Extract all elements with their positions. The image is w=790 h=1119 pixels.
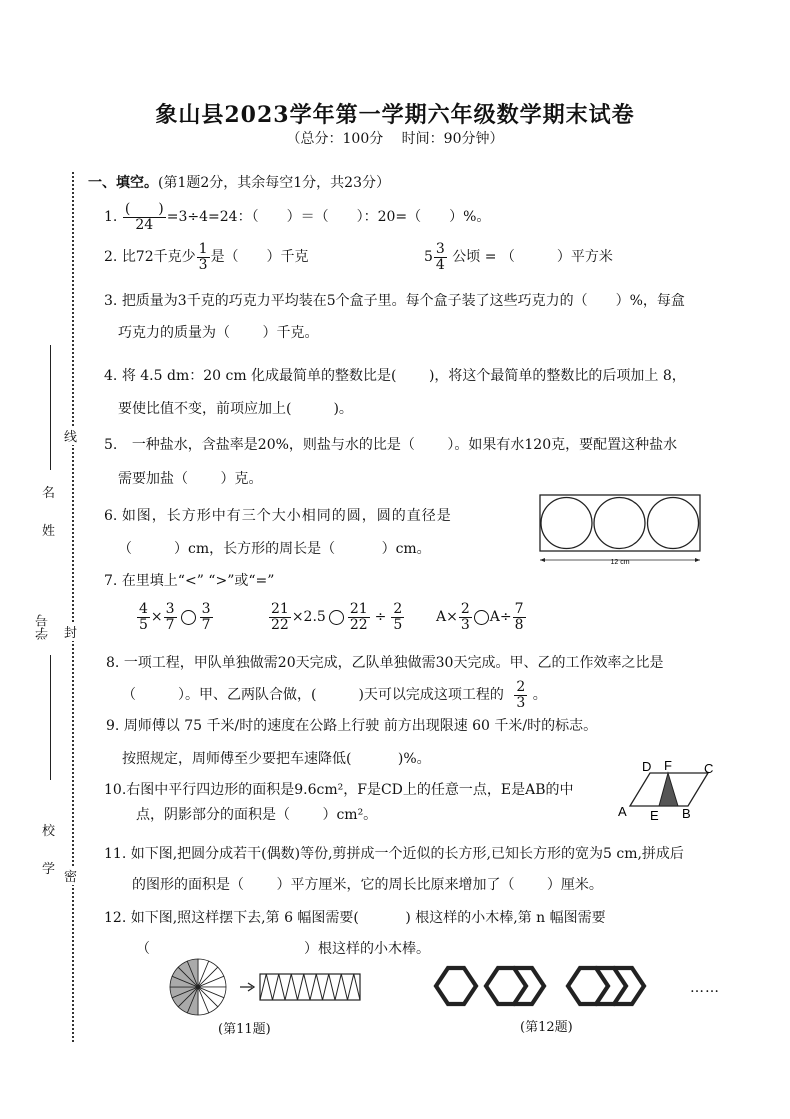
q4-number: 4.	[104, 368, 118, 384]
parallelogram-figure	[612, 756, 724, 822]
binding-label-xian: 线	[64, 426, 77, 445]
question-9: 9. 周师傅以 75 千米/时的速度在公路上行驶 前方出现限速 60 千米/时的标志。	[106, 718, 598, 734]
rectangle-teeth	[260, 974, 360, 1000]
label-F: F	[664, 758, 672, 773]
question-10: 10.右图中平行四边形的面积是9.6cm²，F是CD上的任意一点，E是AB的中	[104, 782, 574, 798]
q9-line-2: 按照规定，周师傅至少要把车速降低( )%。	[122, 751, 431, 767]
approx-rectangle	[260, 974, 360, 1000]
question-5: 5. 一种盐水，含盐率是20%，则盐与水的比是（ ）。如果有水120克，要配置这种盐水	[104, 437, 678, 453]
pattern-3	[568, 968, 644, 1004]
q7-number: 7.	[104, 573, 118, 589]
compare-circle[interactable]	[181, 610, 196, 625]
exam-subtitle: （总分：100分 时间：90分钟）	[286, 131, 504, 147]
binding-dotted-line	[72, 172, 74, 1042]
question-6: 6. 如图，长方形中有三个大小相同的圆，圆的直径是	[104, 508, 452, 524]
question-2: 2. 比72千克少 $\frac{1}{3}$ 是（ ）千克	[104, 241, 309, 273]
binding-label-ming: 名	[42, 486, 56, 501]
q11-caption: (第11题)	[218, 1022, 271, 1037]
arrow-right-icon	[240, 983, 254, 991]
q8-fraction: $\frac{2}{3}$	[516, 679, 526, 711]
q12-caption: (第12题)	[520, 1020, 573, 1035]
section-heading	[88, 172, 390, 192]
compare-circle[interactable]	[474, 610, 489, 625]
rectangle-three-circles-figure	[536, 492, 706, 574]
binding-label-xue: 学	[42, 862, 56, 877]
school-fill-line	[50, 655, 51, 780]
binding-label-mi: 密	[64, 866, 77, 885]
q5-number: 5.	[104, 437, 118, 453]
q12-line-2: （ ）根这样的小木棒。	[136, 941, 430, 957]
binding-label-xiao: 校	[42, 824, 56, 839]
q12-number: 12.	[104, 910, 127, 926]
q5-line-2: 需要加盐（ ）克。	[118, 471, 263, 487]
question-11: 11. 如下图,把圆分成若干(偶数)等份,剪拼成一个近似的长方形,已知长方形的宽为5 cm,拼成后	[104, 846, 684, 862]
binding-label-feng: 封	[64, 622, 77, 641]
section-note: (第1题2分，其余每空1分，共23分）	[158, 175, 390, 191]
q9-number: 9.	[106, 718, 120, 734]
question-7: 7. 在里填上“<” “>”或“=”	[104, 573, 275, 589]
label-C: C	[704, 761, 714, 776]
q7-expr-3: A× $\frac{2}{3}$ A÷ $\frac{7}{8}$	[436, 601, 524, 633]
ellipsis: ……	[690, 980, 720, 996]
q2-number: 2.	[104, 249, 118, 266]
label-B: B	[682, 806, 691, 821]
fig-width-label: 12 cm	[610, 559, 630, 566]
q4-line-2: 要使比值不变，前项应加上( )。	[118, 401, 353, 417]
binding-label-xuehao: 学号	[36, 614, 51, 640]
question-8: 8. 一项工程，甲队单独做需20天完成，乙队单独做需30天完成。甲、乙的工作效率之比是	[106, 655, 664, 671]
question-3: 3. 把质量为3千克的巧克力平均装在5个盒子里。每个盒子装了这些巧克力的（ ）%，每盒	[104, 293, 685, 309]
q3-line-2: 巧克力的质量为（ ）千克。	[118, 325, 319, 341]
circle-to-rectangle-figure	[168, 952, 368, 1022]
question-12: 12. 如下图,照这样摆下去,第 6 幅图需要( ) 根这样的小木棒,第 n 幅图需要	[104, 910, 606, 926]
compare-circle[interactable]	[329, 610, 344, 625]
q8-number: 8.	[106, 655, 120, 671]
q3-number: 3.	[104, 293, 118, 309]
q1-number: 1.	[104, 209, 118, 226]
q11-number: 11.	[104, 846, 127, 862]
pattern-2	[486, 968, 544, 1004]
binding-label-xing: 姓	[42, 524, 56, 539]
q2-mixed-fraction: $\frac{3}{4}$	[435, 241, 445, 273]
q7-expr-1: $\frac{4}{5}$ × $\frac{3}{7}$ $\frac{3}{7}$	[139, 601, 211, 633]
matchstick-pattern-figure	[428, 962, 678, 1012]
pattern-1	[436, 968, 476, 1004]
section-title: 一、填空。	[88, 175, 158, 191]
q11-line-2: 的图形的面积是（ ）平方厘米，它的周长比原来增加了（ ）厘米。	[132, 877, 603, 893]
q1-fraction: $\frac{( )}{24}$	[124, 201, 164, 233]
label-A: A	[618, 804, 627, 819]
name-fill-line	[50, 345, 51, 470]
q6-number: 6.	[104, 508, 118, 524]
q8-line-2: （ ）。甲、乙两队合做，( )天可以完成这项工程的 $\frac{2}{3}$ 。	[122, 679, 547, 711]
exam-title: 象山县2023学年第一学期六年级数学期末试卷	[155, 102, 635, 128]
label-E: E	[650, 808, 659, 822]
q6-line-2: （ ）cm，长方形的周长是（ ）cm。	[118, 541, 431, 557]
label-D: D	[642, 759, 652, 774]
question-4: 4. 将 4.5 dm：20 cm 化成最简单的整数比是( )，将这个最简单的整数比的后项加上 8，	[104, 368, 686, 384]
q10-line-2: 点，阴影部分的面积是（ ）cm²。	[136, 807, 378, 823]
q7-expr-2: $\frac{21}{22}$ ×2.5 $\frac{21}{22}$ ÷ $\frac{2}{5}$	[271, 601, 403, 633]
q2-fraction: $\frac{1}{3}$	[198, 241, 208, 273]
question-2-part-b: 5 $\frac{3}{4}$ 公顷 = （ ）平方米	[424, 241, 613, 273]
q1-text: =3÷4=24：（ ）＝（ ）：20=（ ）%。	[166, 209, 491, 226]
q10-number: 10.	[104, 782, 127, 798]
question-1	[104, 202, 490, 232]
